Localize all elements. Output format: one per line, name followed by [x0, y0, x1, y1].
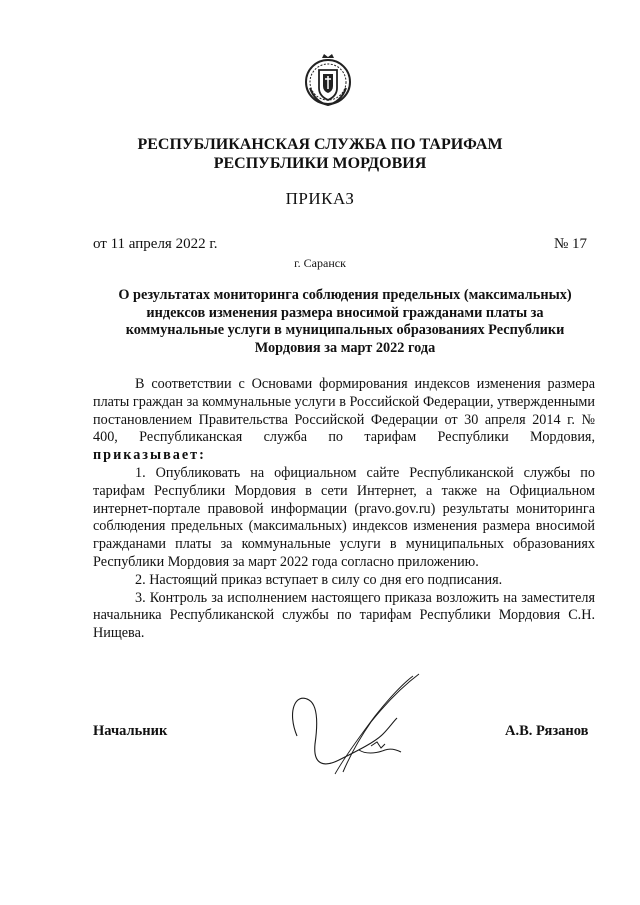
- document-subject: О результатах мониторинга соблюдения предельных (максимальных) индексов изменения размера вносимой гражданами платы за коммунальные услуги в муниципальных образованиях Республики Мордовия за март 2022 года: [118, 287, 572, 356]
- document-body: [93, 376, 595, 643]
- order-item-1: 1. Опубликовать на официальном сайте Республиканской службы по тарифам Республики Мордовия в сети Интернет, а также на Официальном интернет-портале правовой информации (pravo.gov.ru) результаты мониторинга соблюдения предельных (максимальных) индексов изменения размера вносимой гражданами платы за коммунальные услуги в муниципальных образованиях Республики Мордовия за март 2022 года согласно приложению.: [93, 464, 595, 570]
- handwritten-signature: [285, 672, 430, 782]
- document-city: г. Саранск: [294, 256, 346, 270]
- preamble-paragraph: [93, 376, 595, 465]
- organization-name: [0, 135, 640, 173]
- order-item-3: 3. Контроль за исполнением настоящего приказа возложить на заместителя начальника Республиканской службы по тарифам Республики Мордовия С.Н. Нищева.: [93, 589, 595, 642]
- preamble-text: В соответствии с Основами формирования индексов изменения размера платы граждан за коммунальные услуги в Российской Федерации, утвержденными постановлением Правительства Российской Федерации от 30 апреля 2014 г. № 400, Республиканская служба по тарифам Республики Мордовия,: [93, 376, 595, 446]
- organization-line-1: РЕСПУБЛИКАНСКАЯ СЛУЖБА ПО ТАРИФАМ: [137, 136, 503, 153]
- order-item-2: 2. Настоящий приказ вступает в силу со дня его подписания.: [135, 571, 503, 588]
- document-number: № 17: [554, 236, 588, 252]
- document-date: от 11 апреля 2022 г.: [93, 236, 218, 252]
- signer-position: Начальник: [93, 723, 168, 739]
- coat-of-arms-icon: [303, 52, 353, 110]
- document-type: ПРИКАЗ: [285, 189, 355, 208]
- organization-line-2: РЕСПУБЛИКИ МОРДОВИЯ: [213, 155, 427, 172]
- order-word: приказывает:: [93, 447, 206, 464]
- signer-name: А.В. Рязанов: [505, 723, 589, 739]
